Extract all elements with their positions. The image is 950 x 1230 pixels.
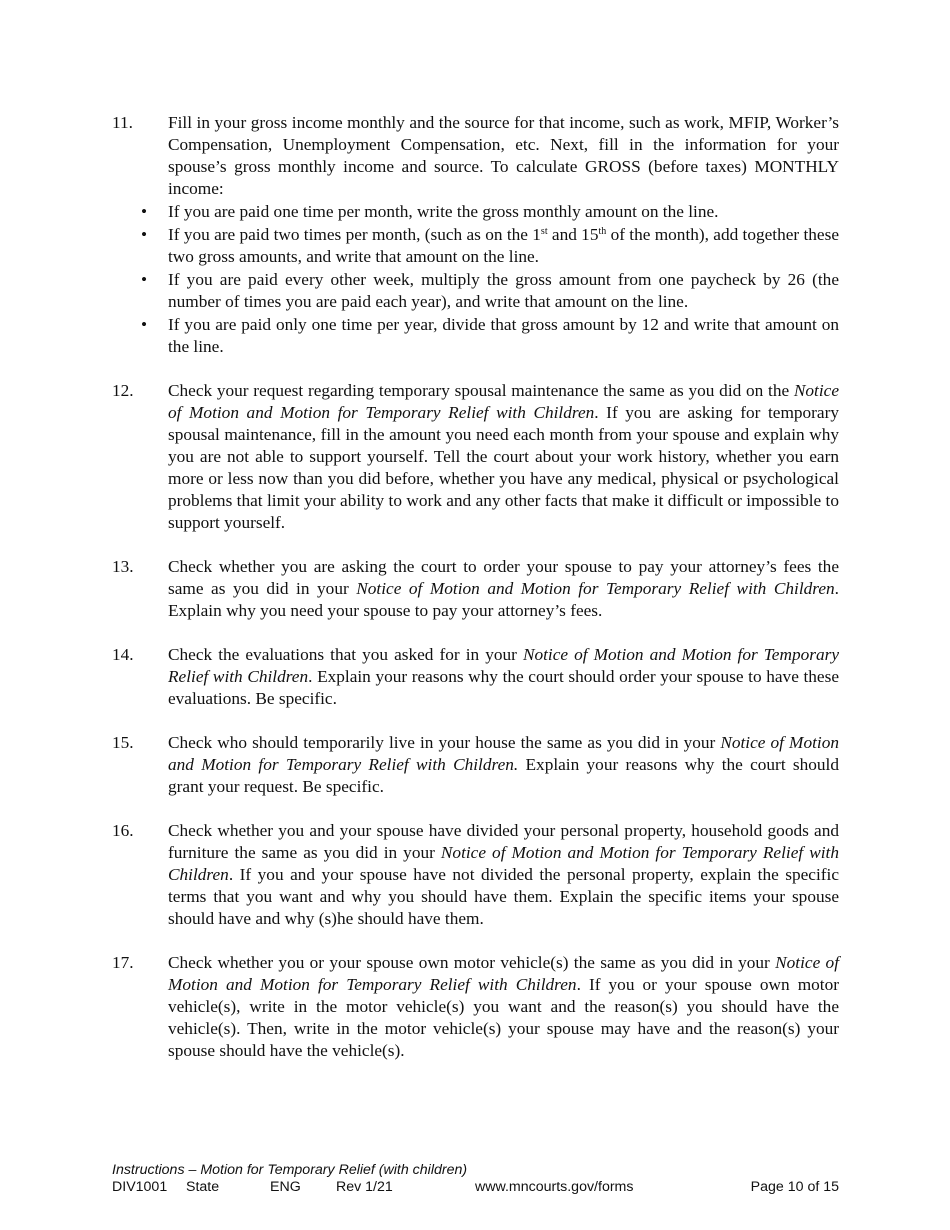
forms-website-link[interactable]: www.mncourts.gov/forms xyxy=(475,1179,634,1195)
form-title-reference: Notice of Motion and Motion for Temporary Relief with Children xyxy=(168,645,840,686)
instruction-item-14 xyxy=(112,644,839,710)
item-number: 11. xyxy=(112,113,133,132)
footer-title: Instructions – Motion for Temporary Relief (with children) xyxy=(112,1162,468,1178)
bullet-item: • If you are paid two times per month, (such as on the 1st and 15th of the month), add together these two gross amounts, and write that amount on the line. xyxy=(141,225,840,266)
bullet-icon: • xyxy=(141,202,148,221)
instruction-item-15 xyxy=(112,732,839,798)
item-text: Check whether you are asking the court to order your spouse to pay your attorney’s fees the same as you did in your Notice of Motion and Motion for Temporary Relief with Children. Explain why you need your spouse to pay your attorney’s fees. xyxy=(168,557,839,620)
item-number: 15. xyxy=(112,733,134,752)
item-text: Check whether you and your spouse have divided your personal property, household goods and furniture the same as you did in your Notice of Motion and Motion for Temporary Relief with Children. If you and your spouse have not divided the personal property, explain the specific terms that you want and why you should have them. Explain the specific items your spouse should have and why (s)he should have them. xyxy=(168,821,839,928)
page-footer xyxy=(112,1162,839,1196)
instruction-item-16 xyxy=(112,820,839,930)
instruction-item-12 xyxy=(112,380,839,534)
form-title-reference: Notice of Motion and Motion for Temporary Relief with Children xyxy=(356,579,835,598)
footer-meta-row xyxy=(112,1179,839,1196)
page-number: Page 10 of 15 xyxy=(750,1179,839,1195)
item-text: Check the evaluations that you asked for in your Notice of Motion and Motion for Temporary Relief with Children. Explain your reasons why the court should order your spouse to have these evaluations. Be specific. xyxy=(168,645,840,708)
item-text: Check your request regarding temporary spousal maintenance the same as you did on the Notice of Motion and Motion for Temporary Relief with Children. If you are asking for temporary spousal maintenance, fill in the amount you need each month from your spouse and explain why you are not able to support yourself. Tell the court about your work history, whether you earn more or less now than you did before, whether you have any medical, physical or psychological problems that limit your ability to work and any other facts that make it difficult or impossible to support yourself. xyxy=(168,381,839,532)
item-number: 12. xyxy=(112,381,134,400)
item-text: Check whether you or your spouse own motor vehicle(s) the same as you did in your Notice of Motion and Motion for Temporary Relief with Children. If you or your spouse own motor vehicle(s), write in the motor vehicle(s) you want and the reason(s) you should have the vehicle(s). Then, write in the motor vehicle(s) your spouse may have and the reason(s) your spouse should have the vehicle(s). xyxy=(168,953,840,1060)
bullet-item: • If you are paid one time per month, write the gross monthly amount on the line. xyxy=(141,202,719,221)
form-title-reference: Notice of Motion and Motion for Temporary Relief with Children xyxy=(168,953,840,994)
item-text: Fill in your gross income monthly and the source for that income, such as work, MFIP, Worker’s Compensation, Unemployment Compensation, etc. Next, fill in the information for your spouse’s gross monthly income and source. To calculate GROSS (before taxes) MONTHLY income: xyxy=(168,113,839,198)
bullet-item: • If you are paid only one time per year, divide that gross amount by 12 and write that amount on the line. xyxy=(141,315,839,356)
item-number: 17. xyxy=(112,953,134,972)
instruction-item-17 xyxy=(112,952,839,1062)
bullet-item: • If you are paid every other week, multiply the gross amount from one paycheck by 26 (the number of times you are paid each year), and write that amount on the line. xyxy=(141,270,839,311)
item-number: 14. xyxy=(112,645,134,664)
item-number: 16. xyxy=(112,821,134,840)
bullet-list xyxy=(112,201,839,358)
item-number: 13. xyxy=(112,557,134,576)
form-title-reference: Notice of Motion and Motion for Temporary Relief with Children xyxy=(168,381,839,422)
instruction-item-13 xyxy=(112,556,839,622)
form-title-reference: Notice of Motion and Motion for Temporary Relief with Children xyxy=(168,843,839,884)
form-revision: Rev 1/21 xyxy=(336,1179,393,1195)
form-id: DIV1001 xyxy=(112,1179,168,1195)
item-text: Check who should temporarily live in your house the same as you did in your Notice of Motion and Motion for Temporary Relief with Children. Explain your reasons why the court should grant your request. Be specific. xyxy=(168,733,840,796)
form-language: ENG xyxy=(270,1179,301,1195)
form-title-reference: Notice of Motion and Motion for Temporary Relief with Children. xyxy=(168,733,839,774)
bullet-icon: • xyxy=(141,270,148,289)
form-scope: State xyxy=(186,1179,220,1195)
bullet-icon: • xyxy=(141,225,148,244)
instruction-item-11 xyxy=(112,112,839,358)
bullet-icon: • xyxy=(141,315,148,334)
